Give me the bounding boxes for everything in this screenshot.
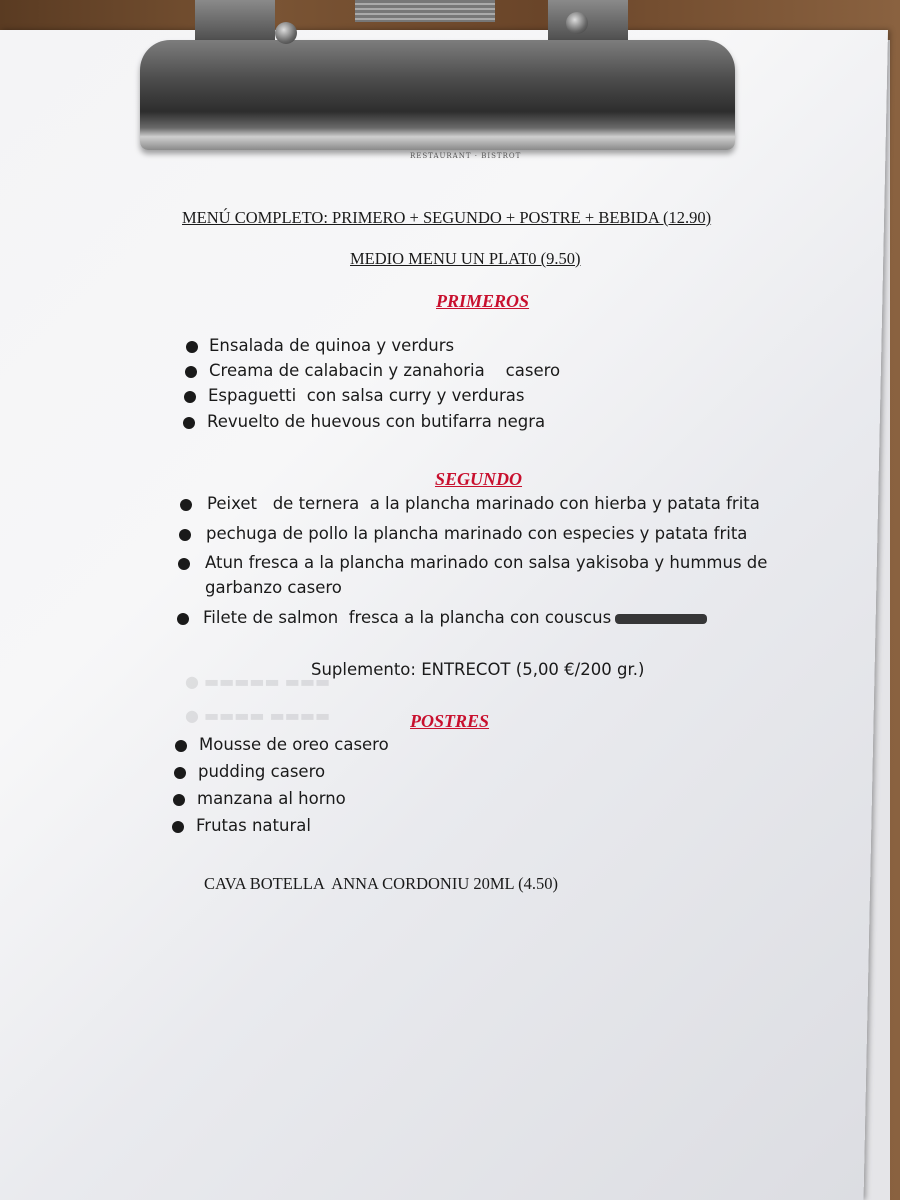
postres-item: Mousse de oreo casero xyxy=(199,735,389,754)
bullet-icon xyxy=(178,558,190,570)
bebida-line: CAVA BOTELLA ANNA CORDONIU 20ML (4.50) xyxy=(204,874,559,893)
postres-item: Frutas natural xyxy=(196,816,311,835)
primeros-item: Creama de calabacin y zanahoria casero xyxy=(209,361,561,380)
segundo-heading: SEGUNDO xyxy=(435,469,523,489)
postres-item: pudding casero xyxy=(198,762,326,781)
bullet-icon xyxy=(174,767,186,779)
bullet-icon xyxy=(186,341,198,353)
brand-line: RESTAURANT · BISTROT xyxy=(410,152,522,160)
suplemento-line: Suplemento: ENTRECOT (5,00 €/200 gr.) xyxy=(311,660,645,679)
medio-menu-line: MEDIO MENU UN PLAT0 (9.50) xyxy=(350,249,581,268)
bullet-icon xyxy=(184,391,196,403)
segundo-item: pechuga de pollo la plancha marinado con especies y patata frita xyxy=(206,524,748,543)
clipboard-clip xyxy=(140,40,735,150)
bullet-icon xyxy=(177,613,189,625)
bullet-icon xyxy=(183,417,195,429)
bullet-icon xyxy=(185,366,197,378)
bullet-icon xyxy=(172,821,184,833)
primeros-item: Ensalada de quinoa y verdurs xyxy=(209,336,455,355)
primeros-item: Revuelto de huevous con butifarra negra xyxy=(207,412,546,431)
postres-heading: POSTRES xyxy=(410,711,490,731)
segundo-item-label: Filete de salmon fresca a la plancha con couscus xyxy=(203,608,612,627)
show-through-text: ● ▬▬▬▬▬ ▬▬▬ xyxy=(185,672,331,691)
segundo-item-continued: garbanzo casero xyxy=(205,578,342,597)
scribble-mark xyxy=(615,614,707,624)
clipboard-spring xyxy=(355,0,495,22)
bullet-icon xyxy=(179,529,191,541)
segundo-item: Peixet de ternera a la plancha marinado con hierba y patata frita xyxy=(207,494,760,513)
bullet-icon xyxy=(175,740,187,752)
segundo-item xyxy=(203,608,707,627)
postres-item: manzana al horno xyxy=(197,789,346,808)
bullet-icon xyxy=(180,499,192,511)
menu-completo-line: MENÚ COMPLETO: PRIMERO + SEGUNDO + POSTRE + BEBIDA (12.90) xyxy=(182,208,712,227)
rivet-icon xyxy=(275,22,297,44)
bullet-icon xyxy=(173,794,185,806)
rivet-icon xyxy=(566,12,588,34)
primeros-item: Espaguetti con salsa curry y verduras xyxy=(208,386,525,405)
show-through-text: ● ▬▬▬▬ ▬▬▬▬ xyxy=(185,706,331,725)
segundo-item: Atun fresca a la plancha marinado con salsa yakisoba y hummus de xyxy=(205,553,768,572)
primeros-heading: PRIMEROS xyxy=(436,291,530,311)
